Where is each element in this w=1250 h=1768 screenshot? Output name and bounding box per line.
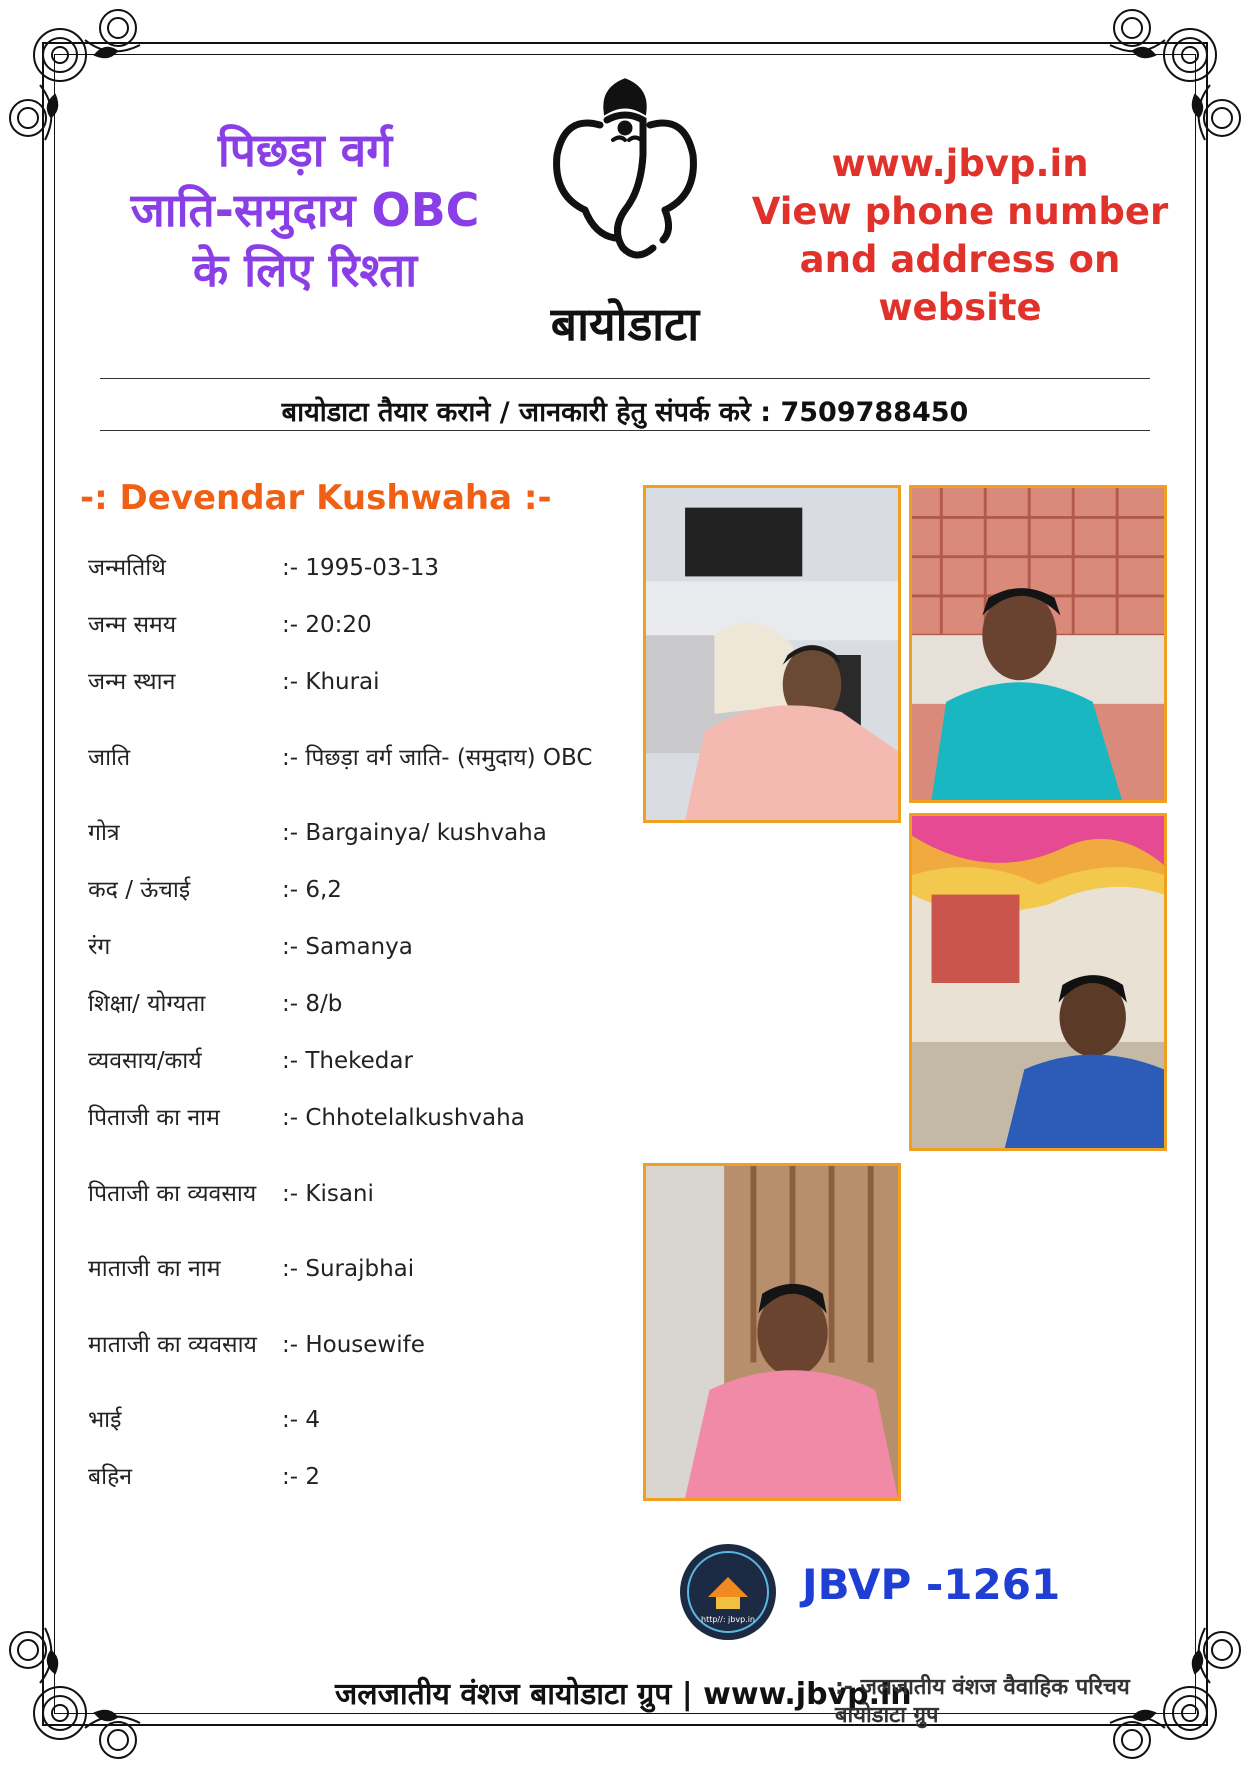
website-url[interactable]: www.jbvp.in [831,142,1089,185]
detail-value: :- 8/b [282,991,343,1017]
jbvp-logo [678,1542,778,1642]
divider [100,378,1150,379]
detail-value: :- Samanya [282,934,413,960]
detail-row [88,919,628,976]
contact-line: बायोडाटा तैयार कराने / जानकारी हेतु संपर्क करे : 7509788450 [281,397,969,428]
website-notice-line: and address on website [799,238,1121,329]
detail-label: कद / ऊंचाई [88,877,191,903]
detail-label: पिताजी का नाम [88,1105,220,1131]
detail-row [88,805,628,862]
detail-row [88,976,628,1033]
candidate-photo [643,1163,901,1501]
page-title: बायोडाटा [550,297,700,351]
detail-label: रंग [88,934,111,960]
detail-value: :- Housewife [282,1331,425,1358]
detail-label: माताजी का व्यवसाय [88,1331,257,1358]
divider [100,430,1150,431]
detail-label: जन्म समय [88,612,177,638]
detail-label: भाई [88,1407,122,1433]
detail-value: :- Thekedar [282,1048,413,1074]
detail-row [88,1298,628,1392]
logo-text: http//: jbvp.in [701,1615,755,1624]
detail-value: :- Chhotelalkushvaha [282,1105,525,1131]
community-heading [95,120,515,300]
detail-value: :- Surajbhai [282,1256,415,1282]
detail-row [88,711,628,805]
detail-label: जाति [88,744,131,771]
detail-row [88,1449,628,1506]
candidate-name: -: Devendar Kushwaha :- [80,478,552,518]
community-heading-line: जाति-समुदाय OBC [130,183,480,237]
community-heading-line: के लिए रिश्ता [192,243,418,297]
detail-value: :- 2 [282,1464,320,1490]
detail-row [88,540,628,597]
community-heading-line: पिछड़ा वर्ग [217,123,393,177]
detail-value: :- पिछड़ा वर्ग जाति- (समुदाय) OBC [282,744,593,771]
detail-label: व्यवसाय/कार्य [88,1048,202,1074]
detail-row [88,1241,628,1298]
detail-label: माताजी का नाम [88,1256,221,1282]
detail-label: बहिन [88,1464,133,1490]
ganesh-icon [545,70,705,275]
detail-row [88,1033,628,1090]
website-notice [720,140,1200,332]
detail-label: शिक्षा/ योग्यता [88,991,206,1017]
detail-row [88,597,628,654]
details-table [88,540,628,1506]
detail-value: :- 1995-03-13 [282,555,440,581]
detail-value: :- 20:20 [282,612,372,638]
detail-row [88,654,628,711]
detail-value: :- Kisani [282,1180,374,1207]
detail-label: पिताजी का व्यवसाय [88,1180,257,1207]
detail-value: :- 4 [282,1407,320,1433]
website-notice-line: View phone number [751,190,1169,233]
detail-label: गोत्र [88,820,120,846]
candidate-photo [909,485,1167,803]
detail-row [88,1090,628,1147]
detail-value: :- 6,2 [282,877,342,903]
detail-row [88,1392,628,1449]
footer-text: जलजातीय वंशज बायोडाटा ग्रुप | www.jbvp.in [335,1677,912,1712]
detail-row [88,1147,628,1241]
detail-label: जन्म स्थान [88,669,176,695]
detail-label: जन्मतिथि [88,555,166,581]
detail-value: :- Khurai [282,669,380,695]
candidate-photo [643,485,901,823]
detail-value: :- Bargainya/ kushvaha [282,820,547,846]
detail-row [88,862,628,919]
rose-corner-ornament [0,1598,170,1768]
footer-group-name: :- जलजातीय वंशज वैवाहिक परिचय बायोडाटा ग्रुप [835,1675,1130,1728]
candidate-photo [909,813,1167,1151]
profile-code: JBVP -1261 [802,1560,1061,1609]
